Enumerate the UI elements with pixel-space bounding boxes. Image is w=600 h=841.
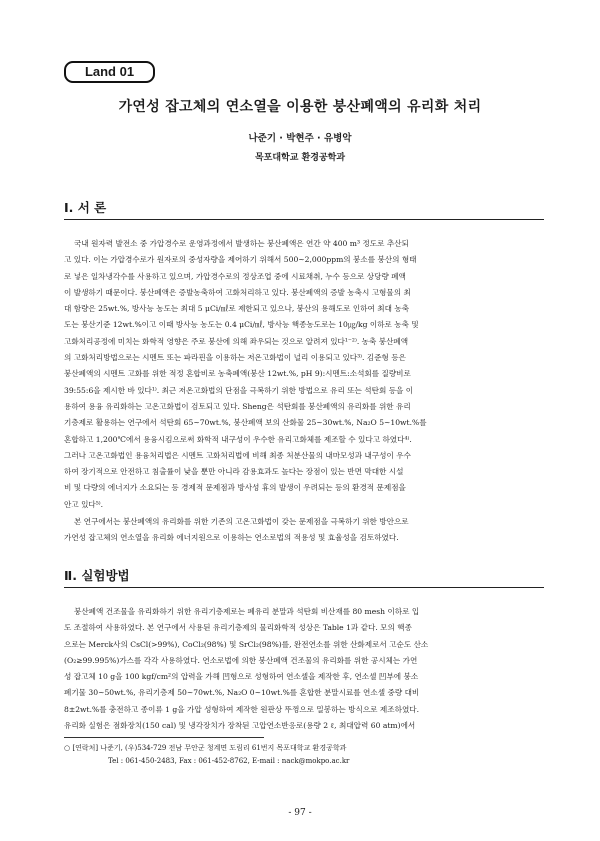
footnote-divider [64, 737, 264, 738]
text-line: 8±2wt.%를 충전하고 종이류 1 g을 가압 성형하여 제작한 원판상 뚜껑으로 밀봉하는 방식으로 제조하였다. [64, 704, 420, 714]
text-line: 이 발생하기 때문이다. 붕산폐액은 증발농축하여 고화처리하고 있다. 붕산폐액의 증발 농축시 고형물의 최 [64, 287, 411, 297]
text-line: (O₂≥99.995%)가스를 각각 사용하였다. 연소로법에 의한 붕산폐액 건조물의 유리화를 위한 공시체는 가연 [64, 655, 418, 665]
footnote-line: Tel : 061-450-2483, Fax : 061-452-8762, E-mail : nack@mokpo.ac.kr [108, 757, 350, 765]
text-line: 폐기물 30~50wt.%, 유리기층제 50~70wt.%, Na₂O 0~10wt.%를 혼합한 분말시료를 연소셀 중량 대비 [64, 688, 420, 698]
text-line: 국내 원자력 발전소 중 가압경수로 운영과정에서 발생하는 붕산폐액은 연간 약 400 m³ 정도로 추산되 [74, 239, 409, 248]
footnote-line: ○ [연락처] 나준기, (우)534-729 전남 무안군 청계면 도림리 61번지 목포대학교 환경공학과 [64, 744, 347, 752]
text-line: 39:55:6을 제시한 바 있다¹⁾. 최근 저온고화법의 단점을 극복하기 위한 방법으로 유리 또는 석탄회 등을 이 [64, 385, 414, 395]
text-line: 고 있다. 이는 가압경수로가 원자로의 중성자량을 제어하기 위해서 500~2,000ppm의 붕소를 붕산의 형태 [64, 255, 417, 265]
intro-paragraph-2 [64, 514, 534, 547]
text-line: 안고 있다⁵⁾. [64, 499, 104, 509]
text-line: 로 넣은 일차냉각수를 사용하고 있으며, 가압경수로의 정상조업 중에 시료채취, 누수 등으로 상당량 폐액 [64, 271, 406, 281]
text-line: 도는 붕산기준 12wt.%이고 이때 방사능 농도는 0.4 μCi/㎖, 방사능 핵종농도로는 10㎍/kg 이하로 농축 및 [64, 320, 419, 330]
text-line: 가연성 잡고체의 연소열을 유리화 에너지원으로 이용하는 연소로법의 적용성 및 효율성을 검토하였다. [64, 533, 399, 543]
section-heading-introduction: Ⅰ. 서 론 [64, 198, 544, 220]
methods-paragraph-1 [64, 604, 534, 734]
text-line: 혼합하고 1,200℃에서 용융시킴으로써 화학적 내구성이 우수한 유리고화체를 제조할 수 있다고 하였다⁴⁾. [64, 434, 412, 444]
text-line: 으로는 Merck사의 CsCl(>99%), CoCl₂(98%) 및 SrCl₂(98%)를, 완전연소를 위한 산화제로서 고순도 산소 [64, 639, 429, 649]
text-line: 유리화 실험은 점화장치(150 cal) 및 냉각장치가 장착된 고압연소반응로(용량 2 ℓ, 최대압력 60 atm)에서 [64, 721, 416, 731]
text-line: 고화처리공정에 미치는 화학적 영향은 주로 붕산에 의해 좌우되는 것으로 알려져 있다¹⁻²⁾. 농축 붕산폐액 [64, 336, 409, 346]
text-line: 의 고화처리방법으로는 시멘트 또는 파라핀을 이용하는 저온고화법이 널리 이용되고 있다³⁾. 김준형 등은 [64, 353, 406, 363]
text-line: 도 조절하여 사용하였다. 본 연구에서 사용된 유리기층제의 물리화학적 성상은 Table 1과 같다. 모의 핵종 [64, 623, 412, 633]
footnote-contact [64, 742, 349, 768]
text-line: 하여 장기적으로 안전하고 침출률이 낮을 뿐만 아니라 감용효과도 높다는 장점이 있는 반면 막대한 시설 [64, 467, 404, 477]
session-tag: Land 01 [64, 61, 155, 83]
text-line: 대 함량은 25wt.%, 방사능 농도는 최대 5 μCi/㎖로 제한되고 있으나, 붕산의 용해도로 인하여 최대 농축 [64, 304, 410, 314]
text-line: 용하여 용융 유리화하는 고온고화법이 검토되고 있다. Sheng은 석탄회를 붕산폐액의 유리화를 위한 유리 [64, 401, 411, 411]
page-number: - 97 - [288, 808, 312, 818]
text-line: 기층제로 활용하는 연구에서 석탄회 65~70wt.%, 붕산폐액 보의 산화물 25~30wt.%, Na₂O 5~10wt.%를 [64, 418, 427, 428]
text-line: 그러나 고온고화법인 용융처리법은 시멘트 고화처리법에 비해 최종 처분산물의 내마모성과 내구성이 우수 [64, 450, 411, 460]
affiliation: 목포대학교 환경공학과 [254, 153, 346, 163]
text-line: 성 잡고체 10 g을 100 kgf/cm²의 압력을 가해 凹형으로 성형하여 연소셀을 제작한 후, 연소셀 凹부에 붕소 [64, 672, 419, 682]
text-line: 붕산폐액의 시멘트 고화를 위한 적정 혼합비로 농축폐액(붕산 12wt.%, pH 9):시멘트:소석회를 질량비로 [64, 369, 411, 379]
paper-title: 가연성 잡고체의 연소열을 이용한 붕산폐액의 유리화 처리 [118, 99, 482, 115]
intro-paragraph-1 [64, 236, 534, 513]
text-line: 본 연구에서는 붕산폐액의 유리화를 위한 기존의 고온고화법이 갖는 문제점을 극복하기 위한 방안으로 [74, 517, 409, 526]
authors: 나준기 · 박현주 · 유병악 [248, 133, 352, 144]
text-line: 붕산폐액 건조물을 유리화하기 위한 유리기층제로는 폐유리 분말과 석탄회 비산재를 80 mesh 이하로 입 [74, 607, 420, 616]
text-line: 비 및 다량의 에너지가 소요되는 등 경제적 문제점과 방사성 휴의 발생이 우려되는 등의 환경적 문제점을 [64, 483, 406, 493]
section-heading-methods: Ⅱ. 실험방법 [64, 566, 544, 588]
